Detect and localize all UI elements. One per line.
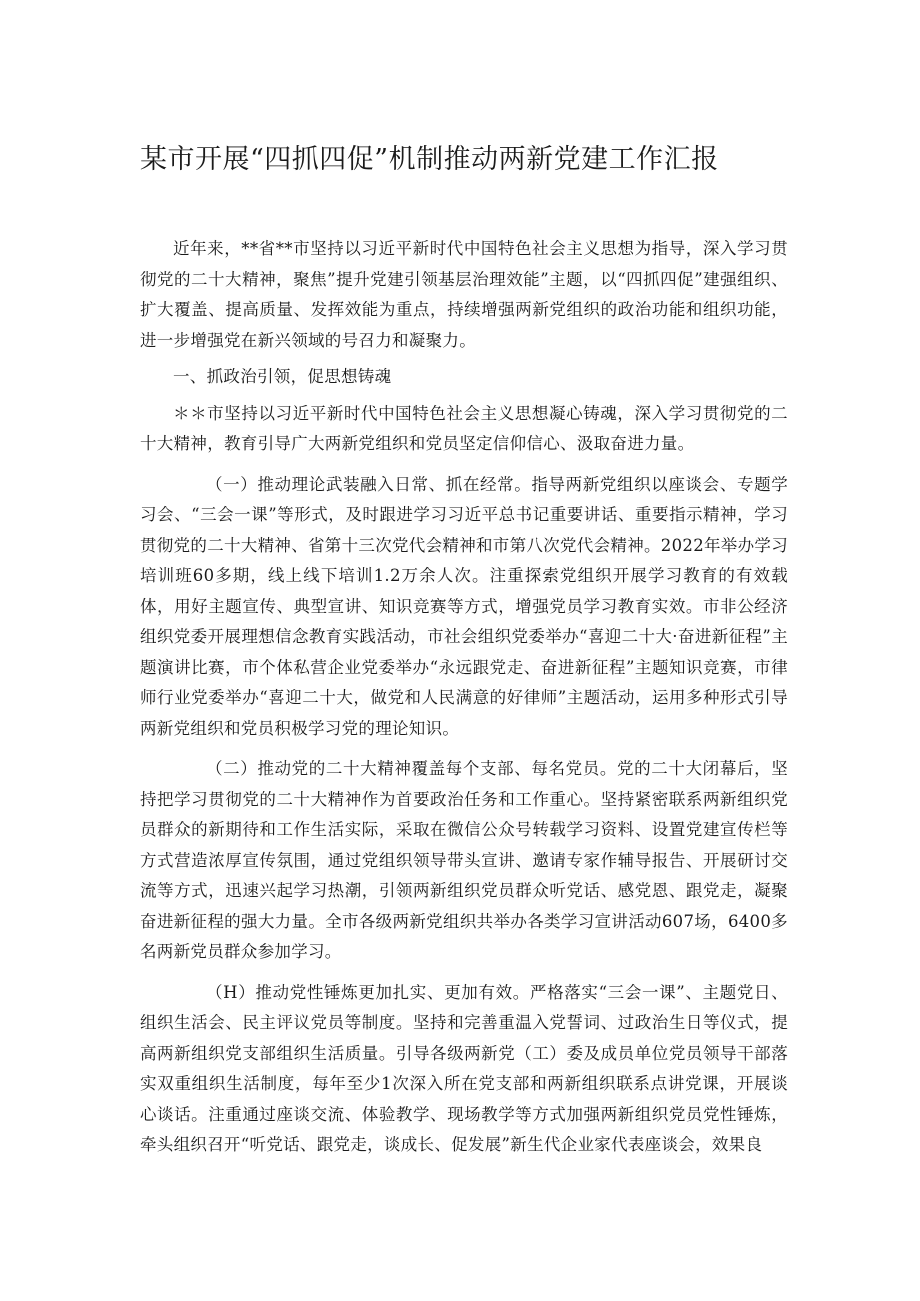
section-heading: 一、抓政治引领，促思想铸魂 <box>173 367 392 386</box>
document-body <box>140 234 788 1161</box>
item-paragraph-1: （一）推动理论武装融入日常、抓在经常。指导两新党组织以座谈会、专题学习会、“三会一课”等形式，及时跟进学习习近平总书记重要讲话、重要指示精神，学习贯彻党的二十大精神、省第十三次党代会精神和市第八次党代会精神。2022年举办学习培训班60多期，线上线下培训1.2万余人次。注重探索党组织开展学习教育的有效载体，用好主题宣传、典型宣讲、知识竞赛等方式，增强党员学习教育实效。市非公经济组织党委开展理想信念教育实践活动，市社会组织党委举办“喜迎二十大·奋进新征程”主题演讲比赛，市个体私营企业党委举办“永远跟党走、奋进新征程”主题知识竞赛，市律师行业党委举办“喜迎二十大，做党和人民满意的好律师”主题活动，运用多种形式引导两新党组织和党员积极学习党的理论知识。 <box>140 474 788 738</box>
document-title: 某市开展“四抓四促”机制推动两新党建工作汇报 <box>140 144 719 175</box>
item-paragraph-3: （H）推动党性锤炼更加扎实、更加有效。严格落实“三会一课”、主题党日、组织生活会、民主评议党员等制度。坚持和完善重温入党誓词、过政治生日等仪式，提高两新组织党支部组织生活质量。引导各级两新党（工）委及成员单位党员领导干部落实双重组织生活制度，每年至少1次深入所在党支部和两新组织联系点讲党课，开展谈心谈话。注重通过座谈交流、体验教学、现场教学等方式加强两新组织党员党性锤炼，牵头组织召开“听党话、跟党走，谈成长、促发展”新生代企业家代表座谈会，效果良 <box>140 982 788 1154</box>
intro-paragraph: 近年来，**省**市坚持以习近平新时代中国特色社会主义思想为指导，深入学习贯彻党的二十大精神，聚焦”提升党建引领基层治理效能”主题，以“四抓四促”建强组织、扩大覆盖、提高质量、发挥效能为重点，持续增强两新党组织的政治功能和组织功能，进一步增强党在新兴领域的号召力和凝聚力。 <box>140 239 788 350</box>
item-paragraph-2: （二）推动党的二十大精神覆盖每个支部、每名党员。党的二十大闭幕后，坚持把学习贯彻党的二十大精神作为首要政治任务和工作重心。坚持紧密联系两新组织党员群众的新期待和工作生活实际，采取在微信公众号转载学习资料、设置党建宣传栏等方式营造浓厚宣传氛围，通过党组织领导带头宣讲、邀请专家作辅导报告、开展研讨交流等方式，迅速兴起学习热潮，引领两新组织党员群众听党话、感党恩、跟党走，凝聚奋进新征程的强大力量。全市各级两新党组织共举办各类学习宣讲活动607场，6400多名两新党员群众参加学习。 <box>140 759 788 961</box>
section-intro-paragraph: ＊＊市坚持以习近平新时代中国特色社会主义思想凝心铸魂，深入学习贯彻党的二十大精神，教育引导广大两新党组织和党员坚定信仰信心、汲取奋进力量。 <box>140 403 788 453</box>
